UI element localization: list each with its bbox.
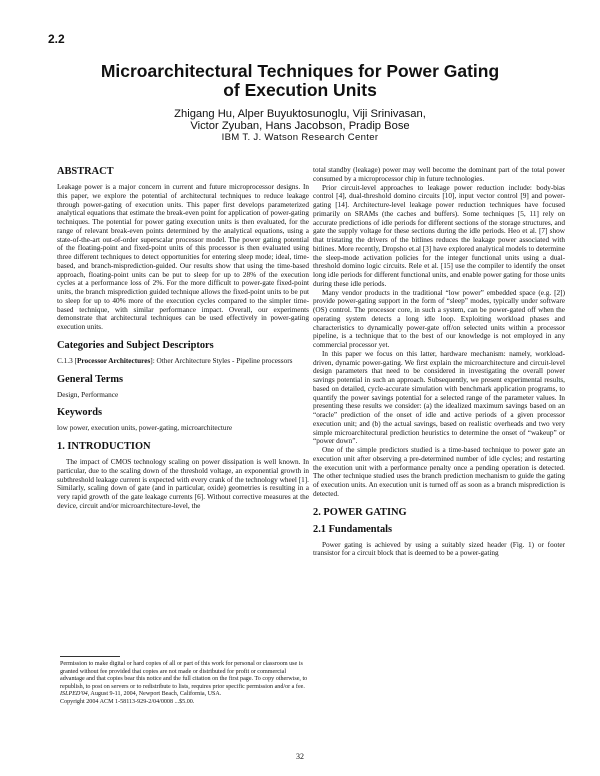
session-number: 2.2 bbox=[48, 32, 65, 46]
introduction-heading: 1. INTRODUCTION bbox=[57, 441, 151, 452]
venue-line bbox=[60, 691, 308, 699]
paper-title bbox=[60, 62, 540, 100]
section-2-heading: 2. POWER GATING bbox=[313, 506, 407, 518]
permission-text: Permission to make digital or hard copies of all or part of this work for personal or classroom use is granted without fee provided that copies are not made or distributed for profit or commercial advantage and that copies bear this notice and the full citation on the first page. To copy otherwise, to republish, to post on servers or to redistribute to lists, requires prior specific permission and/or a fee. bbox=[60, 661, 308, 690]
page-number: 32 bbox=[296, 752, 304, 761]
keywords-text: low power, execution units, power-gating, microarchitecture bbox=[57, 424, 233, 433]
authors-line-1: Zhigang Hu, Alper Buyuktosunoglu, Viji Srinivasan, bbox=[174, 108, 426, 120]
categories-heading: Categories and Subject Descriptors bbox=[57, 339, 214, 351]
copyright-line: Copyright 2004 ACM 1-58113-929-2/04/0008 ...$5.00. bbox=[60, 698, 195, 705]
general-terms-heading: General Terms bbox=[57, 373, 124, 385]
title-line-1: Microarchitectural Techniques for Power Gating bbox=[100, 61, 500, 81]
keywords-heading: Keywords bbox=[57, 407, 103, 419]
affiliation: IBM T. J. Watson Research Center bbox=[221, 132, 379, 143]
venue-details: August 9-11, 2004, Newport Beach, California, USA. bbox=[89, 691, 222, 698]
right-column bbox=[313, 166, 565, 754]
categories-code: C.1.3 [ bbox=[57, 356, 77, 365]
section-2-1-heading: 2.1 Fundamentals bbox=[313, 523, 393, 535]
categories-bold: Processor Architectures bbox=[76, 356, 151, 365]
right-paragraph-2: Many vendor products in the traditional “low power” embedded space (e.g. [2]) provide power-gating support in the form of “sleep” modes, typically under software (OS) control. The processor core, in such a system, can be power-gated off when the operating system detects a long idle loop. Exploiting workload phases and characteristics to dynamically power-gate off/on selected units within a processor pipeline, is a technique that to the best of our knowledge is not employed in any commercial processor yet. bbox=[313, 288, 565, 349]
right-paragraph-1: Prior circuit-level approaches to leakage power reduction include: body-bias control [4], dual-threshold domino circuits [10], input vector control [9] and power-gating [14]. Architecture-level leakage power reduction techniques have focused primarily on SRAMs (the caches and buffers). Some techniques [5, 11] rely on accurate predictions of idle periods for different sections of the storage structures, and gate the supply voltage for these sections during the idle periods. Heo et al. [7] show that tristating the drivers of the bitlines reduces the leakage power associated with bitlines. More recently, Dropsho et.al [3] have explored analytical models to determine the sleep-mode activation policies for the integer functional units using a dual-threshold domino logic circuits. Rele et al. [15] use the compiler to identify the onset long idle periods for different functional units, and enable power gating for those units during these idle periods. bbox=[313, 183, 565, 288]
categories-rest: ]: Other Architecture Styles - Pipeline processors bbox=[150, 356, 293, 365]
right-paragraph-4: One of the simple predictors studied is a time-based technique to power gate an execution unit after observing a pre-determined number of idle cycles; and restarting the execution unit with a performance penalty once a pending operation is detected. The other technique studied uses the branch prediction mechanism to guide the gating of execution units. An execution unit is turned off as soon as a branch misprediction is detected. bbox=[313, 446, 565, 498]
categories-text bbox=[57, 357, 309, 366]
venue-name: ISLPED'04, bbox=[60, 691, 90, 698]
author-list bbox=[60, 108, 540, 132]
abstract-heading: ABSTRACT bbox=[57, 166, 114, 177]
title-line-2: of Execution Units bbox=[223, 80, 377, 100]
right-paragraph-0: total standby (leakage) power may well become the dominant part of the total power consumed by a microprocessor chip in future technologies. bbox=[313, 166, 565, 183]
introduction-paragraph: The impact of CMOS technology scaling on power dissipation is well known. In particular, due to the scaling down of the threshold voltage, an exponential growth in subthreshold leakage current is expected with every crank of the technology wheel [1]. Similarly, scaling down of gate (and in particular, oxide) geometries is resulting in a very rapid growth of the gate leakage currents [6]. Without corrective measures at the device, circuit and/or microarchitecture-level, the bbox=[57, 458, 309, 510]
right-paragraph-3: In this paper we focus on this latter, hardware mechanism: namely, workload-driven, dynamic power-gating. We first explain the microarchitecture and circuit-level design parameters that need to be considered in investigating the overall power savings potential in such an approach. Subsequently, we present experimental results, based on detailed, cycle-accurate simulation with benchmark application programs, to quantify the power savings potential for a selected range of the parameter values. In presenting these results we consider: (a) the idealized maximum savings based on an “oracle” prediction of the onset of idle and active periods of a given processor execution unit; and (b) the actual savings, based on realistic overheads and two very simple microarchitectural prediction heuristics to determine the onset of “wakeup” or “power down”. bbox=[313, 349, 565, 446]
footnote-rule bbox=[60, 656, 120, 657]
general-terms-text: Design, Performance bbox=[57, 390, 119, 399]
abstract-text: Leakage power is a major concern in current and future microprocessor designs. In this paper, we explore the potential of architectural techniques to reduce leakage through power-gating of execution units. This paper first develops parameterized analytical equations that estimate the break-even point for application of power-gating techniques. The potential for power gating execution units is then evaluated, for the range of relevant break-even points determined by the analytical equations, using a state-of-the-art out-of-order superscalar processor model. The power gating potential of the floating-point and fixed-point units of this processor is then evaluated using three different techniques to detect opportunities for entering sleep mode; ideal, time-based, and branch-misprediction-guided. Our results show that using the time-based approach, floating-point units can be put to sleep for up to 28% of the execution cycles at a performance loss of 2%. For the more difficult to power-gate fixed-point units, the branch misprediction guided technique allows the fixed-point units to be put to sleep for up to 40% more of the execution cycles compared to the simpler time-based technique, with similar performance impact. Overall, our experiments demonstrate that architectural techniques can be used effectively in power-gating execution units. bbox=[57, 183, 309, 331]
right-paragraph-5: Power gating is achieved by using a suitably sized header (Fig. 1) or footer transistor for a circuit block that is deemed to be a power-gating bbox=[313, 540, 565, 558]
permission-notice bbox=[60, 656, 308, 707]
authors-line-2: Victor Zyuban, Hans Jacobson, Pradip Bose bbox=[190, 120, 410, 133]
